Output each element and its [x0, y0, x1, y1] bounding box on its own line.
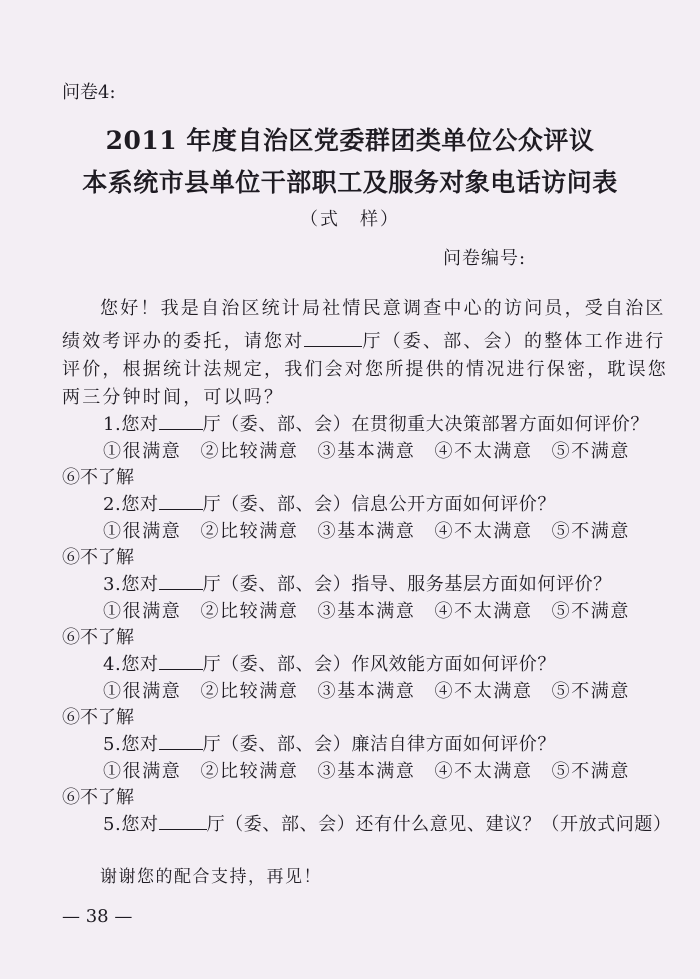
option-dissatisfied: ⑤不满意 [551, 441, 630, 462]
document-subtitle: （式 样） [300, 209, 400, 230]
option-dissatisfied: ⑤不满意 [551, 761, 630, 782]
questionnaire-label: 问卷4: [62, 82, 116, 103]
option-not-very-satisfied: ④不太满意 [434, 441, 533, 462]
question-1-options [103, 437, 630, 463]
option-dissatisfied: ⑤不满意 [551, 521, 630, 542]
unit-blank [159, 573, 203, 590]
unit-blank [159, 413, 203, 430]
question-3-options [103, 597, 630, 623]
option-dissatisfied: ⑤不满意 [551, 601, 630, 622]
question-1-prefix: 1.您对 [103, 414, 159, 435]
intro-line-4: 两三分钟时间，可以吗？ [62, 387, 285, 408]
unit-blank [159, 733, 203, 750]
option-very-satisfied: ①很满意 [103, 601, 182, 622]
option-not-very-satisfied: ④不太满意 [434, 601, 533, 622]
question-4 [103, 650, 556, 676]
question-1 [103, 410, 649, 436]
question-1-text: 厅（委、部、会）在贯彻重大决策部署方面如何评价？ [202, 414, 649, 435]
question-4-text: 厅（委、部、会）作风效能方面如何评价？ [202, 654, 556, 675]
option-unknown: ⑥不了解 [62, 467, 134, 488]
option-fairly-satisfied: ②比较满意 [200, 681, 299, 702]
question-5 [103, 730, 556, 756]
intro-line-2-post: 厅（委、部、会）的整体工作进行 [362, 331, 666, 352]
option-unknown: ⑥不了解 [62, 627, 134, 648]
option-fairly-satisfied: ②比较满意 [200, 601, 299, 622]
intro-line-2 [62, 327, 665, 353]
option-very-satisfied: ①很满意 [103, 521, 182, 542]
unit-blank [304, 330, 362, 347]
question-3 [103, 570, 612, 596]
unit-blank [159, 493, 203, 510]
unit-blank [159, 653, 203, 670]
question-4-prefix: 4.您对 [103, 654, 159, 675]
closing-thanks: 谢谢您的配合支持，再见！ [100, 867, 322, 887]
question-open-text: 厅（委、部、会）还有什么意见、建议？（开放式问题） [206, 814, 672, 835]
option-dissatisfied: ⑤不满意 [551, 681, 630, 702]
question-5-text: 厅（委、部、会）廉洁自律方面如何评价？ [202, 734, 556, 755]
question-2-text: 厅（委、部、会）信息公开方面如何评价？ [202, 494, 556, 515]
questionnaire-number-label: 问卷编号: [443, 248, 527, 269]
question-5-prefix: 5.您对 [103, 734, 159, 755]
option-unknown: ⑥不了解 [62, 547, 134, 568]
question-3-prefix: 3.您对 [103, 574, 159, 595]
document-title-line-1: 2011 年度自治区党委群团类单位公众评议 [105, 126, 595, 155]
intro-line-3: 评价，根据统计法规定，我们会对您所提供的情况进行保密，耽误您 [62, 359, 668, 380]
question-open [103, 810, 672, 836]
option-unknown: ⑥不了解 [62, 787, 134, 808]
unit-blank [159, 813, 207, 830]
option-basically-satisfied: ③基本满意 [317, 521, 416, 542]
option-basically-satisfied: ③基本满意 [317, 441, 416, 462]
intro-line-1: 您好！我是自治区统计局社情民意调查中心的访问员，受自治区 [100, 298, 666, 319]
question-2-prefix: 2.您对 [103, 494, 159, 515]
document-title-line-2: 本系统市县单位干部职工及服务对象电话访问表 [82, 168, 618, 197]
option-basically-satisfied: ③基本满意 [317, 601, 416, 622]
question-2 [103, 490, 556, 516]
option-fairly-satisfied: ②比较满意 [200, 521, 299, 542]
page-number: — 38 — [62, 906, 133, 927]
option-not-very-satisfied: ④不太满意 [434, 521, 533, 542]
question-5-options [103, 757, 630, 783]
option-unknown: ⑥不了解 [62, 707, 134, 728]
option-not-very-satisfied: ④不太满意 [434, 761, 533, 782]
question-open-prefix: 5.您对 [103, 814, 159, 835]
option-very-satisfied: ①很满意 [103, 761, 182, 782]
question-4-options [103, 677, 630, 703]
option-basically-satisfied: ③基本满意 [317, 761, 416, 782]
intro-line-2-pre: 绩效考评办的委托，请您对 [62, 331, 305, 352]
option-fairly-satisfied: ②比较满意 [200, 441, 299, 462]
question-2-options [103, 517, 630, 543]
option-fairly-satisfied: ②比较满意 [200, 761, 299, 782]
question-3-text: 厅（委、部、会）指导、服务基层方面如何评价？ [202, 574, 612, 595]
option-very-satisfied: ①很满意 [103, 681, 182, 702]
option-basically-satisfied: ③基本满意 [317, 681, 416, 702]
option-very-satisfied: ①很满意 [103, 441, 182, 462]
option-not-very-satisfied: ④不太满意 [434, 681, 533, 702]
